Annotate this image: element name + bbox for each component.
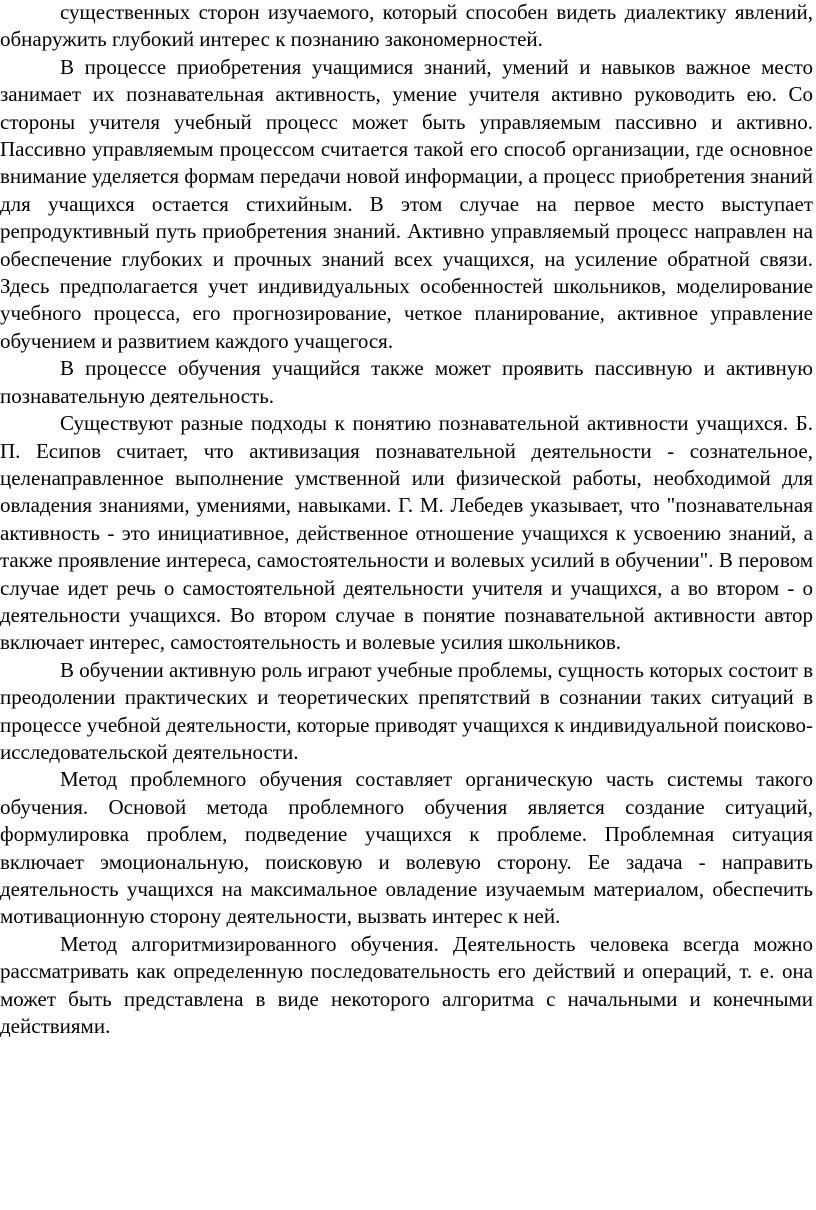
paragraph-learning-problems: В обучении активную роль играют учебные проблемы, сущность которых состоит в преодолении практических и теоретических препятствий в сознании таких ситуаций в процессе учебной деятельности, которые приводят учащихся к индивидуальной поисково-исследовательской деятельности. (0, 657, 813, 764)
paragraph-cognitive-activity: В процессе приобретения учащимися знаний, умений и навыков важное место занимает их познавательная активность, умение учителя активно руководить ею. Со стороны учителя учебный процесс может быть управляемым пассивно и активно. Пассивно управляемым процессом считается такой его способ организации, где основное внимание уделяется формам передачи новой информации, а процесс приобретения знаний для учащихся остается стихийным. В этом случае на первое место выступает репродуктивный путь приобретения знаний. Активно управляемый процесс направлен на обеспечение глубоких и прочных знаний всех учащихся, на усиление обратной связи. Здесь предполагается учет индивидуальных особенностей школьников, моделирование учебного процесса, его прогнозирование, четкое планирование, активное управление обучением и развитием каждого учащегося. (0, 54, 813, 353)
paragraph-passive-active: В процессе обучения учащийся также может проявить пассивную и активную познавательную деятельность. (0, 356, 813, 408)
paragraph-continuation: существенных сторон изучаемого, который способен видеть диалектику явлений, обнаружить глубокий интерес к познанию закономерностей. (0, 0, 813, 52)
paragraph-problem-method: Метод проблемного обучения составляет органическую часть системы такого обучения. Основой метода проблемного обучения является создание ситуаций, формулировка проблем, подведение учащихся к проблеме. Проблемная ситуация включает эмоциональную, поисковую и волевую сторону. Ее задача - направить деятельность учащихся на максимальное овладение изучаемым материалом, обеспечить мотивационную сторону деятельности, вызвать интерес к ней. (0, 767, 813, 929)
paragraph-algorithmic-method: Метод алгоритмизированного обучения. Деятельность человека всегда можно рассматривать как определенную последовательность его действий и операций, т. е. она может быть представлена в виде некоторого алгоритма с начальными и конечными действиями. (0, 931, 813, 1039)
paragraph-approaches: Существуют разные подходы к понятию познавательной активности учащихся. Б. П. Есипов считает, что активизация познавательной деятельности - сознательное, целенаправленное выполнение умственной или физической работы, необходимой для овладения знаниями, умениями, навыками. Г. М. Лебедев указывает, что "познавательная активность - это инициативное, действенное отношение учащихся к усвоению знаний, а также проявление интереса, самостоятельности и волевых усилий в обучении". В перовом случае идет речь о самостоятельной деятельности учителя и учащихся, а во втором - о деятельности учащихся. Во втором случае в понятие познавательной активности автор включает интерес, самостоятельность и волевые усилия школьников. (0, 411, 813, 655)
